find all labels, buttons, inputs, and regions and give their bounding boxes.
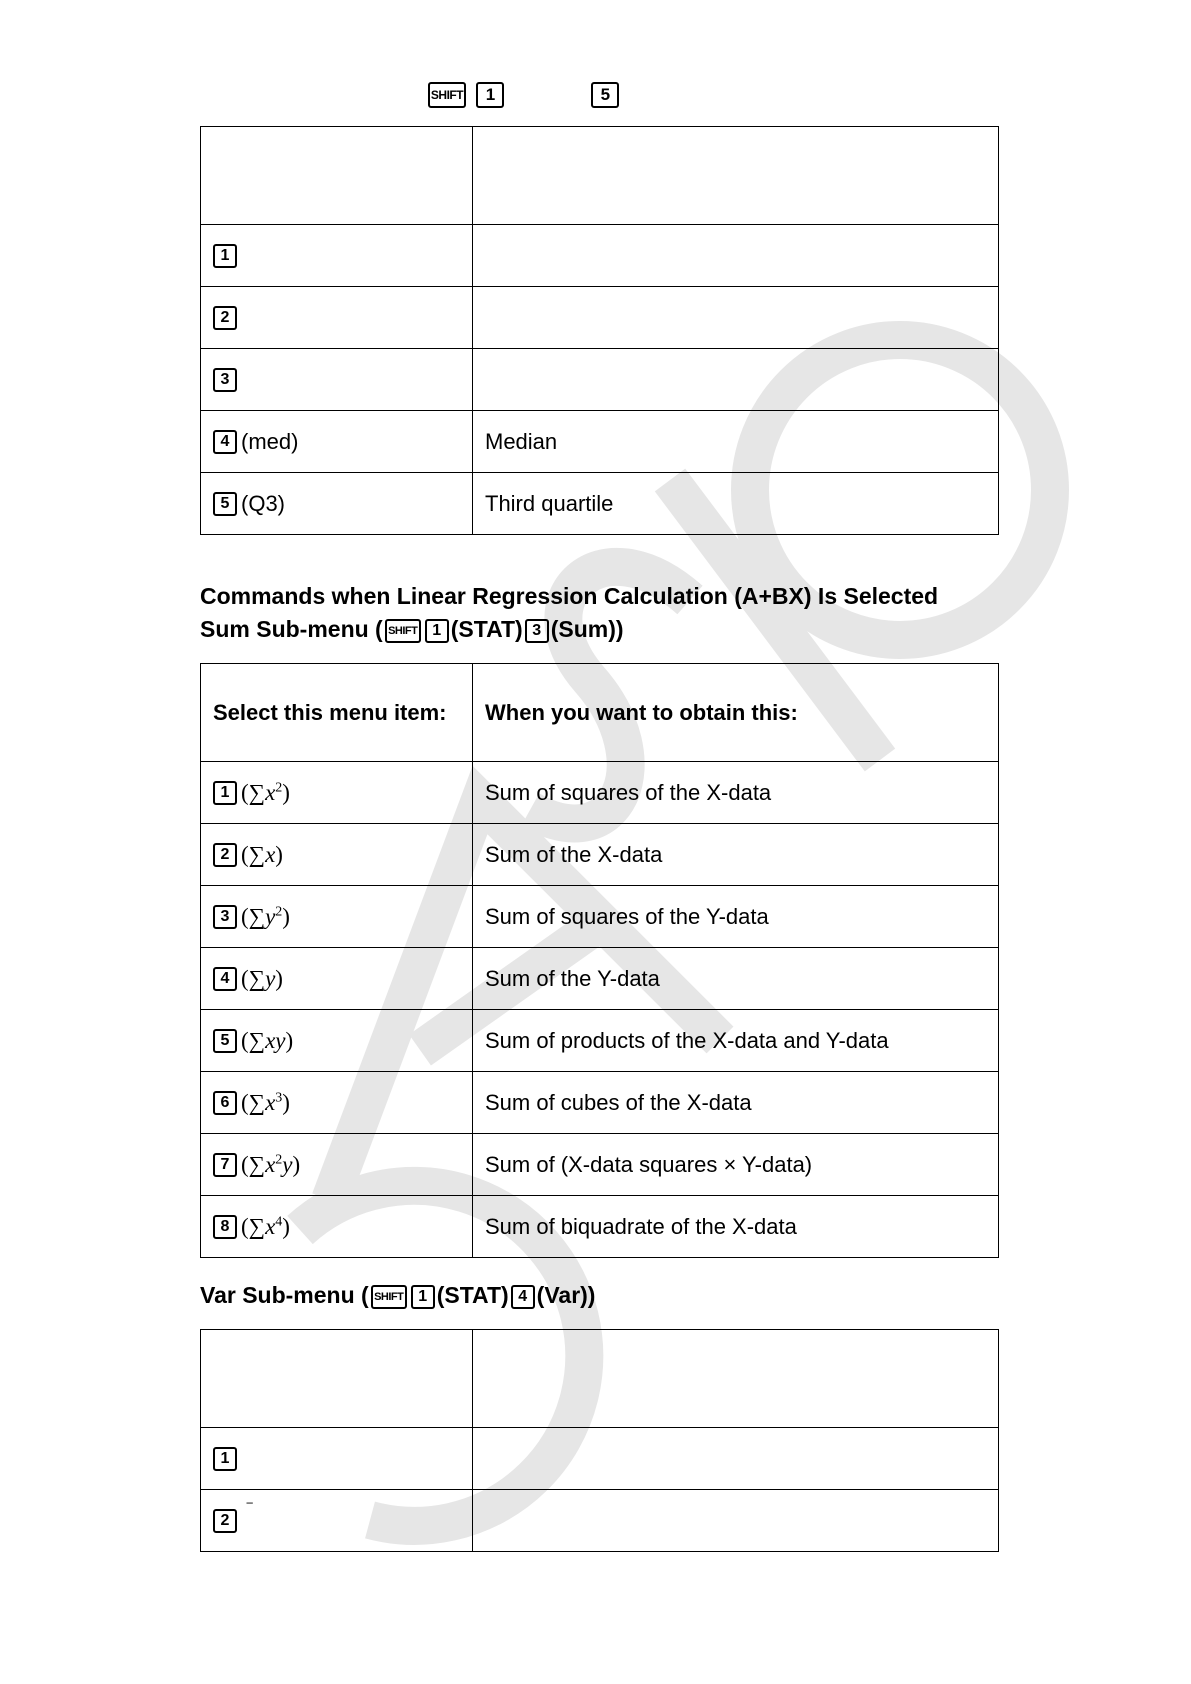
description-cell: Sum of the Y-data	[473, 948, 999, 1010]
key-1-icon: 1	[213, 1447, 237, 1471]
table-header-row	[201, 664, 999, 762]
key-1-icon: 1	[411, 1285, 435, 1309]
stat-label: (STAT)	[450, 616, 523, 642]
shift-key-icon: SHIFT	[428, 82, 466, 108]
table-header-row	[201, 1330, 999, 1428]
key-4-icon: 4	[213, 967, 237, 991]
menu-item-symbol: (∑xy)	[241, 1027, 294, 1053]
table-row	[201, 1490, 999, 1552]
header-cell-empty	[473, 127, 999, 225]
key-3-icon: 3	[213, 905, 237, 929]
menu-item-cell	[201, 349, 473, 411]
stat-label: (STAT)	[436, 1282, 509, 1308]
menu-item-cell	[201, 411, 473, 473]
menu-item-symbol: (∑y)	[241, 965, 283, 991]
key-1-icon: 1	[476, 82, 504, 108]
key-3-icon: 3	[213, 368, 237, 392]
description-cell: Third quartile	[473, 473, 999, 535]
menu-item-label: ‾	[247, 1501, 253, 1519]
section-title: Commands when Linear Regression Calculation (A+BX) Is Selected	[200, 583, 939, 609]
menu-item-symbol: $(\sum x^4)$	[241, 1213, 290, 1239]
header-obtain: When you want to obtain this:	[473, 664, 999, 762]
menu-item-cell	[201, 824, 473, 886]
header-select-item: Select this menu item:	[201, 664, 473, 762]
description-cell	[473, 1490, 999, 1552]
description-cell	[473, 225, 999, 287]
key-8-icon: 8	[213, 1215, 237, 1239]
menu-item-cell	[201, 762, 473, 824]
header-cell-empty	[201, 127, 473, 225]
description-cell: Sum of the X-data	[473, 824, 999, 886]
menu-item-cell	[201, 886, 473, 948]
submenu-prefix: Var Sub-menu (	[200, 1282, 369, 1308]
sum-submenu-heading	[200, 616, 624, 643]
key-3-icon: 3	[525, 619, 549, 643]
menu-item-cell	[201, 1134, 473, 1196]
shift-key-icon: SHIFT	[371, 1285, 407, 1309]
description-cell: Median	[473, 411, 999, 473]
submenu-prefix: Sum Sub-menu (	[200, 616, 383, 642]
menu-item-symbol: $(\sum y^2)$	[241, 903, 290, 929]
statistics-command-table	[200, 126, 999, 535]
table-row	[201, 287, 999, 349]
var-submenu-heading	[200, 1282, 595, 1309]
table-row	[201, 1010, 999, 1072]
menu-item-cell	[201, 1072, 473, 1134]
sum-submenu-table	[200, 663, 999, 1258]
table-row	[201, 886, 999, 948]
table-row	[201, 411, 999, 473]
header-cell-empty	[201, 1330, 473, 1428]
table-row	[201, 948, 999, 1010]
description-cell: Sum of products of the X-data and Y-data	[473, 1010, 999, 1072]
description-cell: Sum of (X-data squares × Y-data)	[473, 1134, 999, 1196]
top-key-sequence	[428, 82, 625, 108]
key-1-icon: 1	[213, 244, 237, 268]
description-cell: Sum of squares of the Y-data	[473, 886, 999, 948]
header-cell-empty	[473, 1330, 999, 1428]
menu-item-cell	[201, 225, 473, 287]
description-cell	[473, 287, 999, 349]
table-row	[201, 473, 999, 535]
description-cell: Sum of biquadrate of the X-data	[473, 1196, 999, 1258]
menu-item-cell	[201, 1196, 473, 1258]
menu-item-label: (med)	[241, 428, 299, 454]
table-row	[201, 1196, 999, 1258]
menu-item-cell	[201, 473, 473, 535]
table-row	[201, 1428, 999, 1490]
key-2-icon: 2	[213, 843, 237, 867]
key-2-icon: 2	[213, 306, 237, 330]
key-1-icon: 1	[425, 619, 449, 643]
key-5-icon: 5	[213, 1029, 237, 1053]
key-5-icon: 5	[591, 82, 619, 108]
menu-item-symbol: $(\sum x^3)$	[241, 1089, 290, 1115]
table-row	[201, 824, 999, 886]
menu-item-cell	[201, 1490, 473, 1552]
description-cell: Sum of cubes of the X-data	[473, 1072, 999, 1134]
key-7-icon: 7	[213, 1153, 237, 1177]
table-header-row	[201, 127, 999, 225]
description-cell	[473, 1428, 999, 1490]
key-5-icon: 5	[213, 492, 237, 516]
sum-label: (Sum))	[550, 616, 624, 642]
key-4-icon: 4	[213, 430, 237, 454]
menu-item-symbol: $(\sum x^2)$	[241, 779, 290, 805]
table-row	[201, 1072, 999, 1134]
description-cell: Sum of squares of the X-data	[473, 762, 999, 824]
menu-item-label: (Q3)	[241, 490, 285, 516]
description-cell	[473, 349, 999, 411]
menu-item-cell	[201, 287, 473, 349]
menu-item-cell	[201, 1010, 473, 1072]
key-6-icon: 6	[213, 1091, 237, 1115]
table-row	[201, 225, 999, 287]
table-row	[201, 1134, 999, 1196]
table-row	[201, 349, 999, 411]
table-row	[201, 762, 999, 824]
var-submenu-table	[200, 1329, 999, 1552]
key-4-icon: 4	[511, 1285, 535, 1309]
var-label: (Var))	[536, 1282, 596, 1308]
key-2-icon: 2	[213, 1509, 237, 1533]
menu-item-cell	[201, 948, 473, 1010]
shift-key-icon: SHIFT	[385, 619, 421, 643]
menu-item-cell	[201, 1428, 473, 1490]
key-1-icon: 1	[213, 781, 237, 805]
menu-item-symbol: $(\sum x^2y)$	[241, 1151, 301, 1177]
menu-item-symbol: (∑x)	[241, 841, 283, 867]
